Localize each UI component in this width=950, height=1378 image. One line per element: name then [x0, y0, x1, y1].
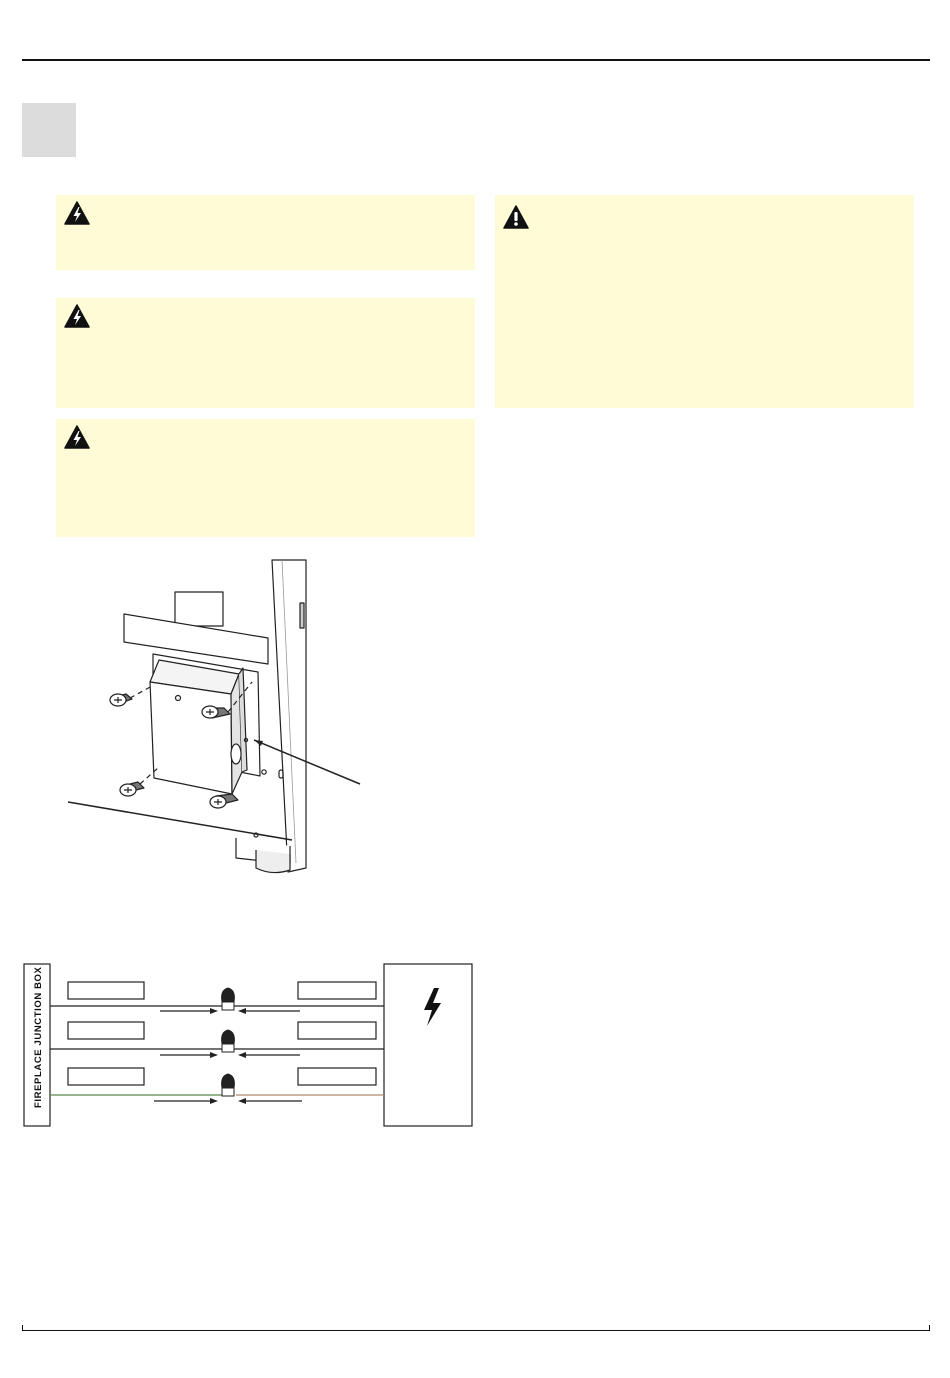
electrical-warning-icon — [64, 201, 90, 225]
wire-label-box — [298, 1068, 376, 1085]
mounting-screw-icon — [210, 794, 238, 808]
wire-label-box — [68, 982, 144, 999]
wire-label-box — [298, 1022, 376, 1039]
wire-nut-icon — [222, 988, 235, 1010]
power-source-box — [384, 964, 472, 1126]
general-warning-box — [495, 195, 914, 408]
electrical-warning-box-3 — [56, 419, 475, 537]
electrical-warning-icon — [64, 425, 90, 449]
wiring-diagram — [22, 962, 474, 1130]
rating-decal — [175, 592, 223, 626]
electrical-warning-box-1 — [56, 195, 475, 270]
exclamation-warning-icon — [503, 205, 529, 229]
electrical-warning-box-2 — [56, 298, 475, 408]
knockout-hole — [231, 744, 241, 764]
junction-box-label: FIREPLACE JUNCTION BOX — [33, 966, 44, 1108]
footer-corner-left — [22, 1325, 27, 1331]
wire-label-box — [68, 1068, 144, 1085]
junction-box-installation-figure — [56, 558, 386, 878]
wire-label-box — [68, 1022, 144, 1039]
wire-nut-icon — [222, 1074, 235, 1096]
footer-rule — [22, 1330, 930, 1331]
mounting-screw-icon — [110, 694, 132, 706]
wire-nut-icon — [222, 1030, 235, 1052]
wire-label-box — [298, 982, 376, 999]
header-rule — [22, 59, 930, 61]
footer-corner-right — [925, 1325, 930, 1331]
electrical-warning-icon — [64, 304, 90, 328]
callout-leader — [254, 740, 360, 784]
section-number-box — [22, 103, 76, 157]
